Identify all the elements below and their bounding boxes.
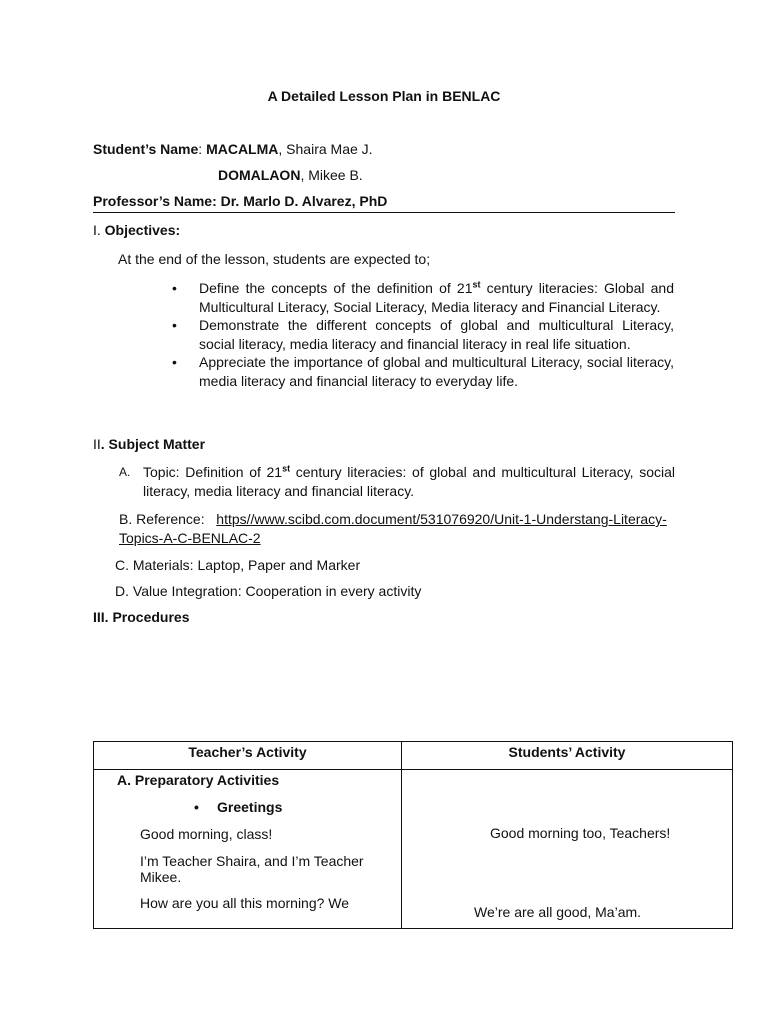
students-activity-header: Students’ Activity	[402, 742, 733, 770]
student-name-line: Student’s Name: MACALMA, Shaira Mae J.	[93, 141, 373, 157]
professor-label: Professor’s Name	[93, 193, 213, 209]
objectives-heading	[93, 222, 180, 238]
student2-line	[218, 167, 363, 183]
topic-sup: st	[282, 463, 291, 474]
objective-text-2: Demonstrate the different concepts of global and multicultural Literacy, social literacy, media literacy and financial literacy in real life situation.	[199, 317, 674, 352]
bullet-icon: •	[172, 317, 177, 333]
procedures-heading: III. Procedures	[93, 609, 190, 625]
teacher-line-1: Good morning, class!	[140, 826, 273, 842]
student1-first-name: , Shaira Mae J.	[278, 141, 373, 157]
activity-table	[93, 741, 733, 929]
greetings-bullet-icon: •	[194, 799, 199, 815]
reference-label: B. Reference:	[119, 511, 205, 527]
objectives-number: I.	[93, 222, 105, 238]
value-integration-line: D. Value Integration: Cooperation in every activity	[115, 583, 422, 599]
teacher-line-3: How are you all this morning? We	[140, 895, 350, 911]
greetings-label: Greetings	[217, 799, 283, 815]
topic-marker: A.	[119, 465, 131, 479]
students-activity-cell	[402, 770, 733, 929]
reference-line	[119, 510, 675, 547]
student1-last-name: MACALMA	[206, 141, 279, 157]
teacher-activity-cell	[94, 770, 402, 929]
header-divider	[93, 212, 675, 213]
student2-first-name: , Mikee B.	[300, 167, 363, 183]
student-line-2: We’re are all good, Ma’am.	[474, 904, 642, 920]
subject-matter-number: II	[93, 436, 101, 452]
bullet-icon: •	[172, 280, 177, 296]
professor-line: Professor’s Name: Dr. Marlo D. Alvarez, PhD	[93, 193, 388, 209]
objectives-title: Objectives:	[104, 222, 181, 238]
objective-item	[172, 279, 674, 316]
subject-matter-heading	[93, 436, 205, 452]
objective-text-1: Define the concepts of the definition of 21st century literacies: Global and Multicultural Literacy, Social Literacy, Media literacy and Financial Literacy.	[199, 279, 674, 315]
objective-item	[172, 316, 674, 353]
objective-text-3: Appreciate the importance of global and multicultural Literacy, social literacy, media literacy and financial literacy to everyday life.	[199, 354, 674, 389]
objectives-intro: At the end of the lesson, students are expected to;	[118, 251, 431, 267]
materials-line: C. Materials: Laptop, Paper and Marker	[115, 557, 361, 573]
objective-sup: st	[472, 279, 481, 290]
student-line-1: Good morning too, Teachers!	[490, 825, 671, 841]
preparatory-activities-heading: A. Preparatory Activities	[117, 772, 280, 788]
student-name-label: Student’s Name	[93, 141, 199, 157]
professor-name: Dr. Marlo D. Alvarez, PhD	[220, 193, 388, 209]
teacher-line-2: I’m Teacher Shaira, and I’m Teacher Mikee.	[140, 853, 364, 885]
student2-last-name: DOMALAON	[218, 167, 301, 183]
objectives-list	[172, 279, 674, 390]
objective-item	[172, 353, 674, 390]
subject-matter-title: . Subject Matter	[100, 436, 206, 452]
topic-text	[143, 463, 675, 500]
bullet-icon: •	[172, 354, 177, 370]
document-title: A Detailed Lesson Plan in BENLAC	[267, 88, 501, 104]
teacher-activity-header: Teacher’s Activity	[94, 742, 402, 770]
reference-link[interactable]: https//www.scibd.com.document/531076920/Unit-1-Understang-Literacy-Topics-A-C-BENLAC-2	[119, 511, 667, 546]
topic-pre: Topic: Definition of 21	[143, 464, 283, 480]
topic-post: century literacies: of global and multicultural Literacy, social literacy, media literacy and financial literacy.	[143, 464, 675, 499]
